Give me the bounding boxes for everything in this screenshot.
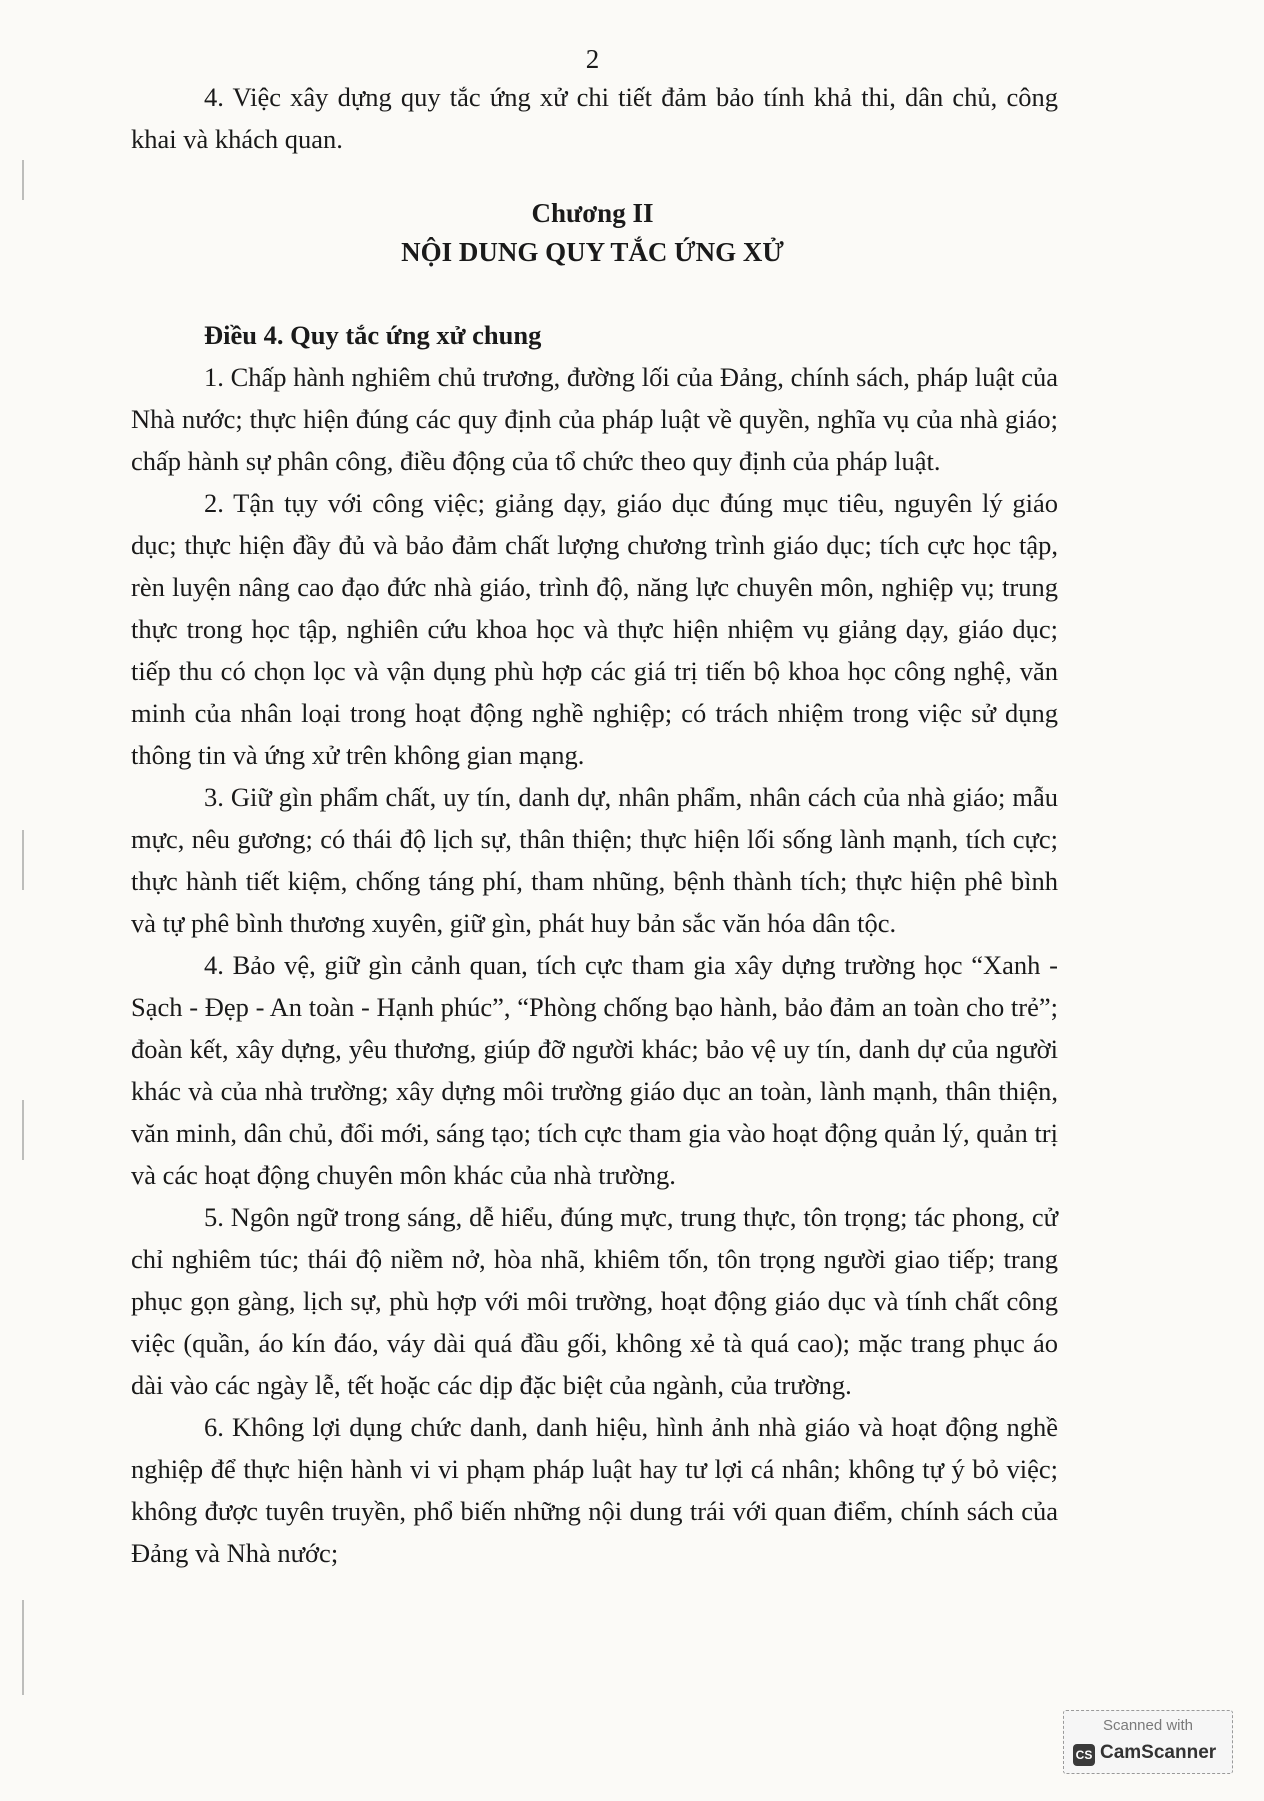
scan-edge-line [22,830,24,890]
scan-edge-line [22,1100,24,1160]
clause-3: 3. Giữ gìn phẩm chất, uy tín, danh dự, nhân phẩm, nhân cách của nhà giáo; mẫu mực, nêu gương; có thái độ lịch sự, thân thiện; thực hiện lối sống lành mạnh, tích cực; thực hành tiết kiệm, chống táng phí, tham nhũng, bệnh thành tích; thực hiện phê bình và tự phê bình thương xuyên, giữ gìn, phát huy bản sắc văn hóa dân tộc. [131,782,1058,938]
camscanner-logo-icon: CS [1073,1744,1095,1766]
camscanner-watermark [1063,1710,1233,1774]
clause-4: 4. Bảo vệ, giữ gìn cảnh quan, tích cực tham gia xây dựng trường học “Xanh - Sạch - Đẹp - An toàn - Hạnh phúc”, “Phòng chống bạo hành, bảo đảm an toàn cho trẻ”; đoàn kết, xây dựng, yêu thương, giúp đỡ người khác; bảo vệ uy tín, danh dự của người khác và của nhà trường; xây dựng môi trường giáo dục an toàn, lành mạnh, thân thiện, văn minh, dân chủ, đổi mới, sáng tạo; tích cực tham gia vào hoạt động quản lý, quản trị và các hoạt động chuyên môn khác của nhà trường. [131,950,1058,1190]
clause-1: 1. Chấp hành nghiêm chủ trương, đường lối của Đảng, chính sách, pháp luật của Nhà nước; thực hiện đúng các quy định của pháp luật về quyền, nghĩa vụ của nhà giáo; chấp hành sự phân công, điều động của tổ chức theo quy định của pháp luật. [131,362,1058,476]
intro-item-4: 4. Việc xây dựng quy tắc ứng xử chi tiết đảm bảo tính khả thi, dân chủ, công khai và khách quan. [131,82,1058,154]
scan-edge-line [22,1600,24,1695]
clause-5: 5. Ngôn ngữ trong sáng, dễ hiểu, đúng mực, trung thực, tôn trọng; tác phong, cử chỉ nghiêm túc; thái độ niềm nở, hòa nhã, khiêm tốn, tôn trọng người giao tiếp; trang phục gọn gàng, lịch sự, phù hợp với môi trường, hoạt động giáo dục và tính chất công việc (quần, áo kín đáo, váy dài quá đầu gối, không xẻ tà quá cao); mặc trang phục áo dài vào các ngày lễ, tết hoặc các dịp đặc biệt của ngành, của trường. [131,1202,1058,1400]
intro-section [131,76,1058,160]
article-section [131,314,1058,1574]
page-number: 2 [585,44,600,74]
clause-2: 2. Tận tụy với công việc; giảng dạy, giáo dục đúng mục tiêu, nguyên lý giáo dục; thực hiện đầy đủ và bảo đảm chất lượng chương trình giáo dục; tích cực học tập, rèn luyện nâng cao đạo đức nhà giáo, trình độ, năng lực chuyên môn, nghiệp vụ; trung thực trong học tập, nghiên cứu khoa học và thực hiện nhiệm vụ giảng dạy, giáo dục; tiếp thu có chọn lọc và vận dụng phù hợp các giá trị tiến bộ khoa học công nghệ, văn minh của nhân loại trong hoạt động nghề nghiệp; có trách nhiệm trong việc sử dụng thông tin và ứng xử trên không gian mạng. [131,488,1058,770]
chapter-title: NỘI DUNG QUY TẮC ỨNG XỬ [401,237,784,267]
watermark-caption: Scanned with [1102,1717,1194,1734]
article-heading: Điều 4. Quy tắc ứng xử chung [204,320,542,350]
chapter-label: Chương II [531,198,654,228]
watermark-brand: CamScanner [1100,1742,1217,1763]
clause-6: 6. Không lợi dụng chức danh, danh hiệu, hình ảnh nhà giáo và hoạt động nghề nghiệp để thực hiện hành vi vi phạm pháp luật hay tư lợi cá nhân; không tự ý bỏ việc; không được tuyên truyền, phổ biến những nội dung trái với quan điểm, chính sách của Đảng và Nhà nước; [131,1412,1058,1568]
